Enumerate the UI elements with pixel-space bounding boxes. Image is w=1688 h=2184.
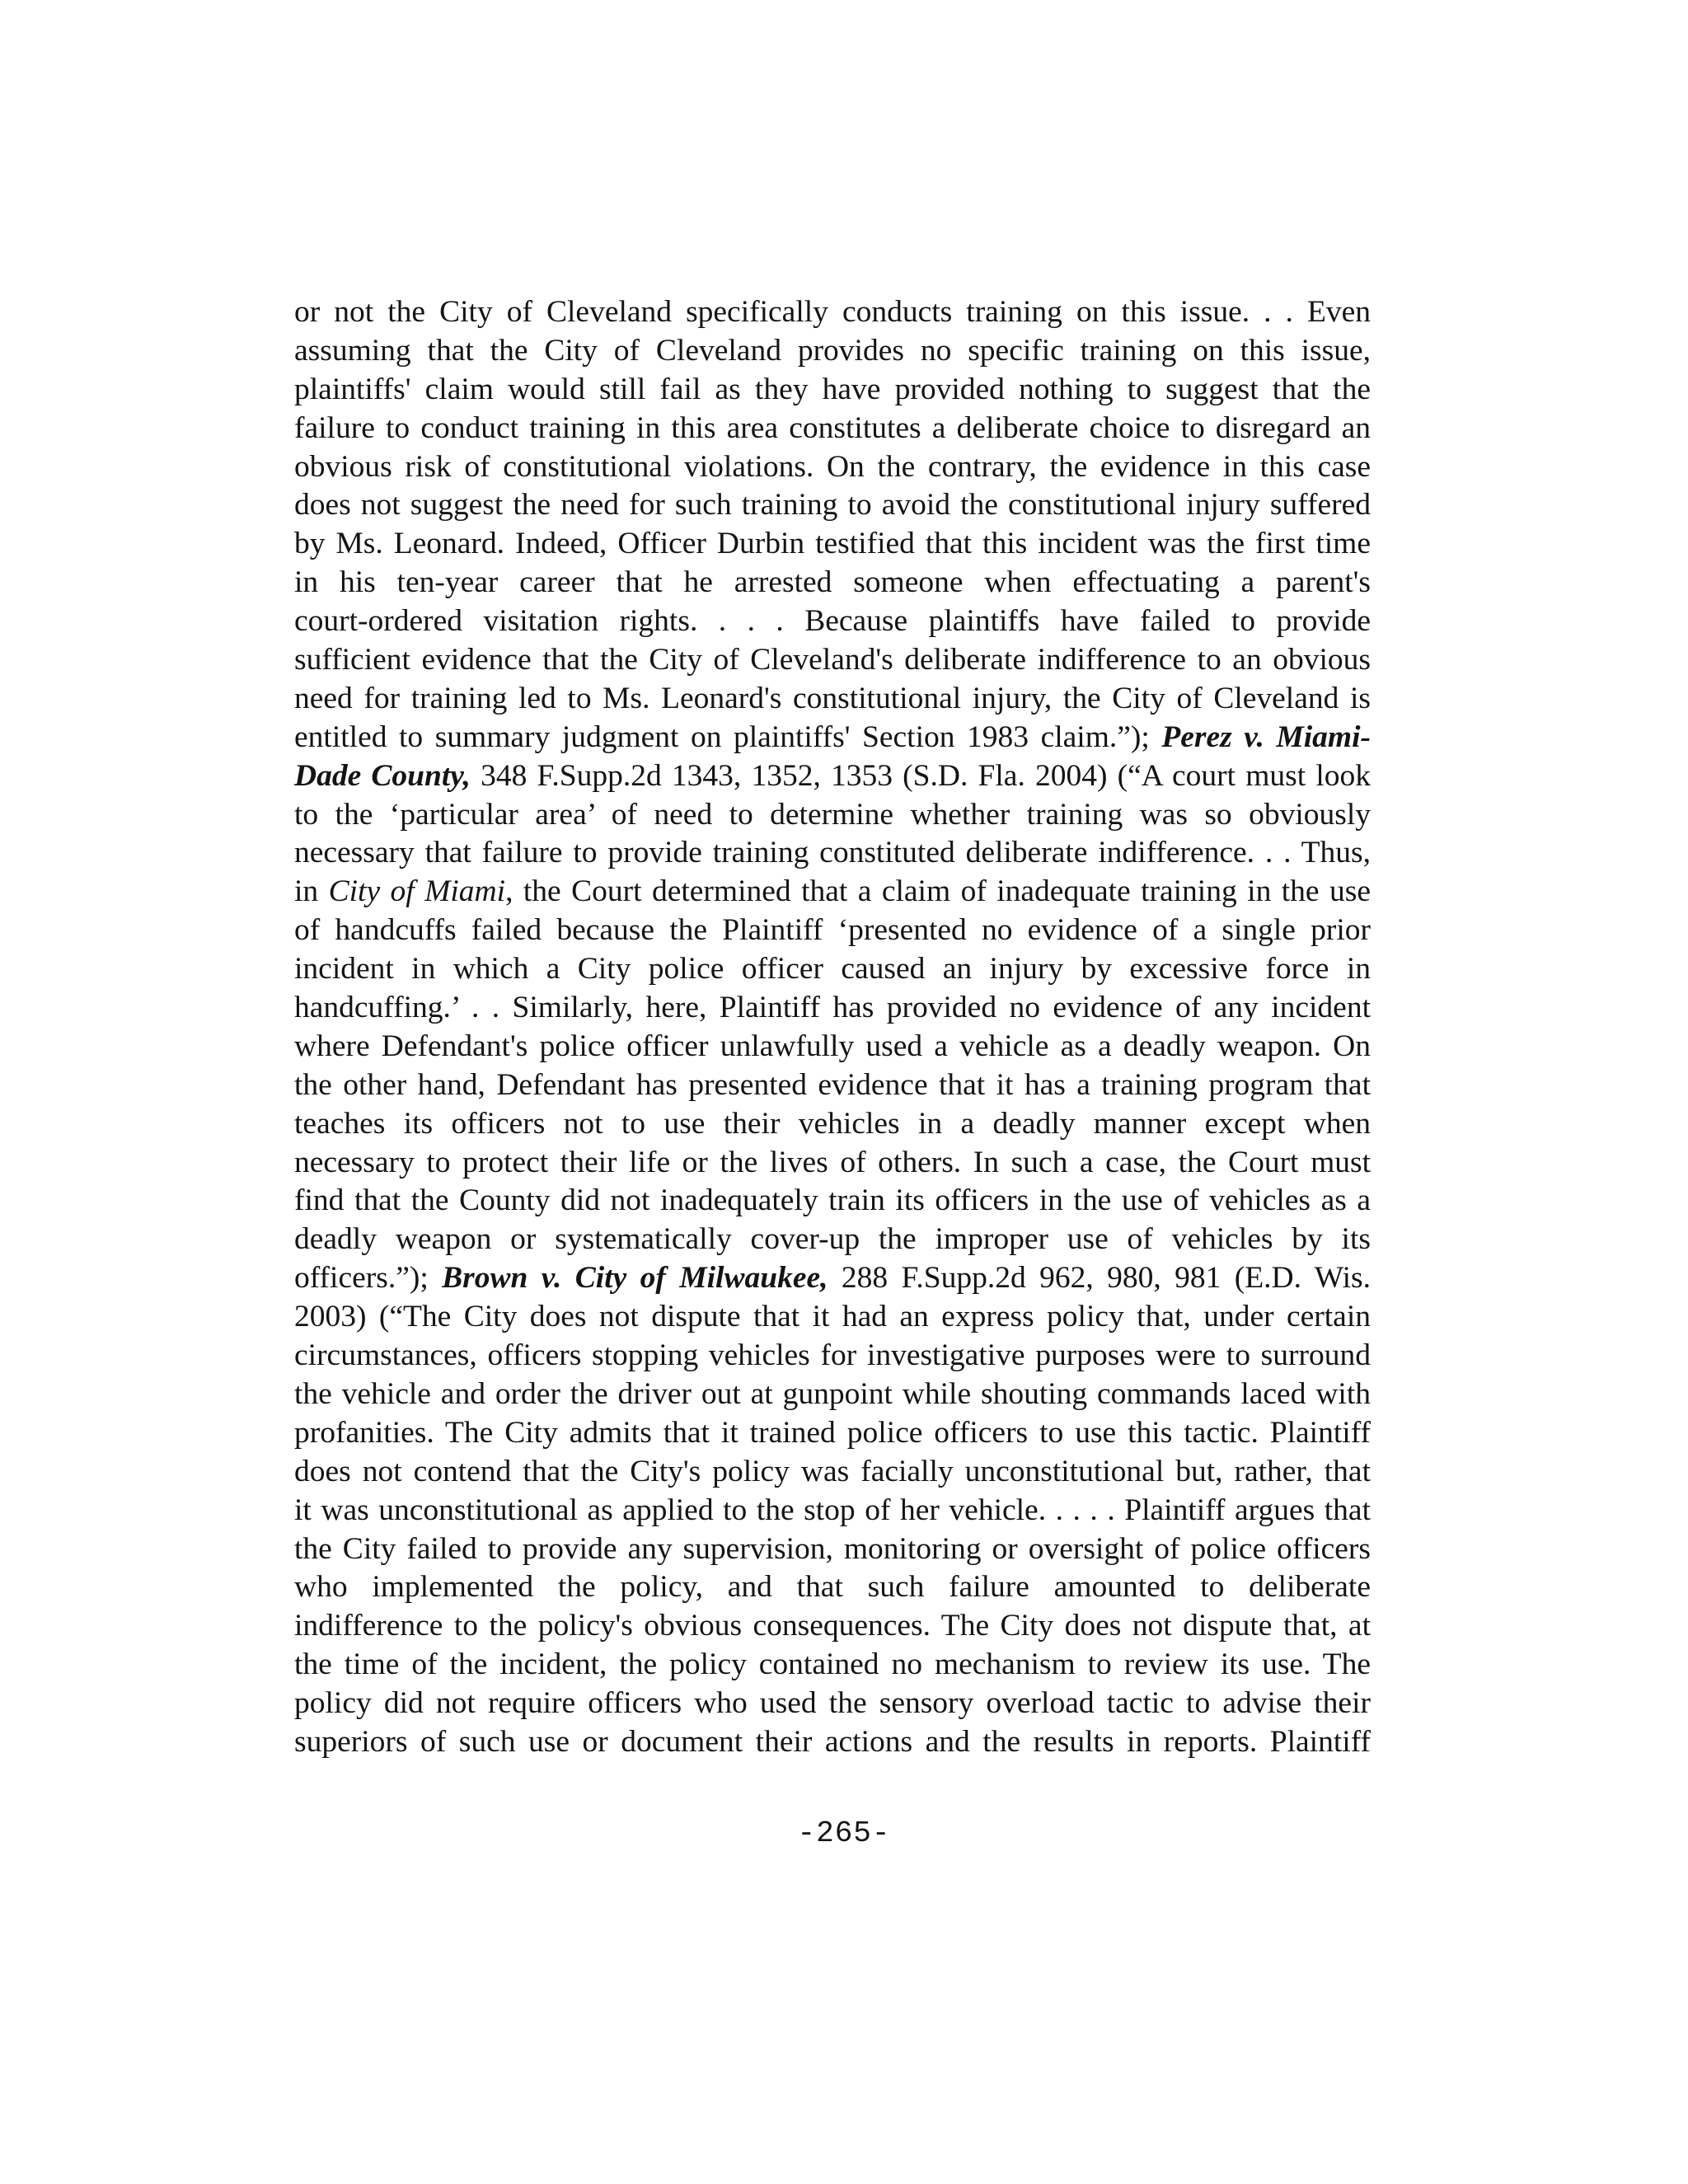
text-run: officers.”); (294, 1261, 443, 1296)
text-line (294, 1259, 1371, 1298)
text-run: handcuffing.’ . . Similarly, here, Plaintiff has provided no evidence of any incident (294, 991, 1371, 1025)
text-line (294, 486, 1371, 525)
text-line (294, 641, 1371, 680)
text-line (294, 1530, 1371, 1569)
text-run: 348 F.Supp.2d 1343, 1352, 1353 (S.D. Fla. 2004) (“A court must look (470, 758, 1371, 793)
text-run: 2003) (“The City does not dispute that it had an express policy that, under certain (294, 1300, 1371, 1334)
text-line (294, 912, 1371, 950)
body-text (294, 293, 1371, 1762)
text-run: need for training led to Ms. Leonard's constitutional injury, the City of Cleveland is (294, 681, 1371, 715)
text-line (294, 1568, 1371, 1607)
text-line (294, 1492, 1371, 1530)
text-run: plaintiffs' claim would still fail as they have provided nothing to suggest that the (294, 372, 1371, 406)
text-run: entitled to summary judgment on plaintiffs' Section 1983 claim.”); (294, 719, 1162, 754)
text-line (294, 1646, 1371, 1685)
text-line (294, 1105, 1371, 1144)
text-line (294, 332, 1371, 371)
text-run: necessary that failure to provide training constituted deliberate indifference. . . Thus, (294, 836, 1371, 870)
text-line (294, 757, 1371, 796)
text-run: the City failed to provide any supervision, monitoring or oversight of police officers (294, 1531, 1371, 1566)
text-run: circumstances, officers stopping vehicles for investigative purposes were to surround (294, 1338, 1371, 1373)
text-run: teaches its officers not to use their vehicles in a deadly manner except when (294, 1106, 1371, 1141)
text-run: indifference to the policy's obvious consequences. The City does not dispute that, at (294, 1609, 1371, 1643)
text-line (294, 293, 1371, 332)
text-run: profanities. The City admits that it trained police officers to use this tactic. Plaintiff (294, 1415, 1371, 1450)
text-run: of handcuffs failed because the Plaintiff ‘presented no evidence of a single prior (294, 913, 1371, 948)
text-line (294, 796, 1371, 835)
text-run: superiors of such use or document their actions and the results in reports. Plaintiff (294, 1724, 1371, 1759)
text-run: sufficient evidence that the City of Cleveland's deliberate indifference to an obvious (294, 643, 1371, 677)
text-run: the vehicle and order the driver out at gunpoint while shouting commands laced with (294, 1376, 1371, 1411)
text-line (294, 410, 1371, 448)
text-line (294, 1453, 1371, 1492)
text-run: incident in which a City police officer caused an injury by excessive force in (294, 952, 1371, 987)
text-run: who implemented the policy, and that such failure amounted to deliberate (294, 1570, 1371, 1605)
text-run: the time of the incident, the policy contained no mechanism to review its use. The (294, 1647, 1371, 1682)
text-run: assuming that the City of Cleveland provides no specific training on this issue, (294, 333, 1371, 368)
text-run: it was unconstitutional as applied to the stop of her vehicle. . . . . Plaintiff argues that (294, 1493, 1371, 1527)
text-run: deadly weapon or systematically cover-up the improper use of vehicles by its (294, 1222, 1371, 1257)
text-line (294, 371, 1371, 410)
text-line (294, 1028, 1371, 1066)
text-run: necessary to protect their life or the lives of others. In such a case, the Court must (294, 1145, 1371, 1179)
text-run: failure to conduct training in this area constitutes a deliberate choice to disregard an (294, 410, 1371, 445)
text-run: policy did not require officers who used the sensory overload tactic to advise their (294, 1686, 1371, 1721)
text-line (294, 950, 1371, 989)
text-line (294, 1414, 1371, 1453)
case-citation: Brown v. City of Milwaukee, (442, 1261, 828, 1296)
text-run: by Ms. Leonard. Indeed, Officer Durbin testified that this incident was the first time (294, 527, 1371, 561)
text-run: the other hand, Defendant has presented evidence that it has a training program that (294, 1067, 1371, 1102)
text-line (294, 989, 1371, 1028)
text-run: , the Court determined that a claim of inadequate training in the use (505, 874, 1372, 909)
text-run: does not suggest the need for such training to avoid the constitutional injury suffered (294, 488, 1371, 523)
text-line (294, 719, 1371, 757)
text-run: or not the City of Cleveland specifically conducts training on this issue. . . Even (294, 295, 1371, 329)
text-line (294, 1685, 1371, 1723)
text-line (294, 834, 1371, 873)
text-run: court-ordered visitation rights. . . . Because plaintiffs have failed to provide (294, 604, 1371, 639)
text-run: 288 F.Supp.2d 962, 980, 981 (E.D. Wis. (828, 1261, 1371, 1296)
text-run: does not contend that the City's policy was facially unconstitutional but, rather, that (294, 1454, 1371, 1488)
text-run: find that the County did not inadequately train its officers in the use of vehicles as a (294, 1183, 1371, 1218)
text-run: in his ten-year career that he arrested someone when effectuating a parent's (294, 565, 1371, 600)
text-line (294, 1182, 1371, 1221)
text-line (294, 602, 1371, 641)
case-citation: Perez v. Miami- (1161, 719, 1371, 754)
text-line (294, 564, 1371, 602)
text-line (294, 1144, 1371, 1183)
text-line (294, 1221, 1371, 1259)
text-line (294, 1298, 1371, 1337)
text-line (294, 1376, 1371, 1414)
text-run: where Defendant's police officer unlawfully used a vehicle as a deadly weapon. On (294, 1029, 1371, 1063)
text-line (294, 680, 1371, 719)
italic-text: City of Miami (328, 874, 506, 909)
text-run: in (294, 874, 329, 909)
text-line (294, 1337, 1371, 1376)
text-line (294, 525, 1371, 564)
text-line (294, 873, 1371, 912)
text-line (294, 1066, 1371, 1105)
case-citation: Dade County, (294, 758, 471, 793)
page-number: -265- (797, 1816, 891, 1850)
text-run: to the ‘particular area’ of need to determine whether training was so obviously (294, 797, 1371, 832)
text-line (294, 448, 1371, 487)
text-run: obvious risk of constitutional violations. On the contrary, the evidence in this case (294, 449, 1371, 484)
text-line (294, 1607, 1371, 1646)
text-line (294, 1723, 1371, 1762)
